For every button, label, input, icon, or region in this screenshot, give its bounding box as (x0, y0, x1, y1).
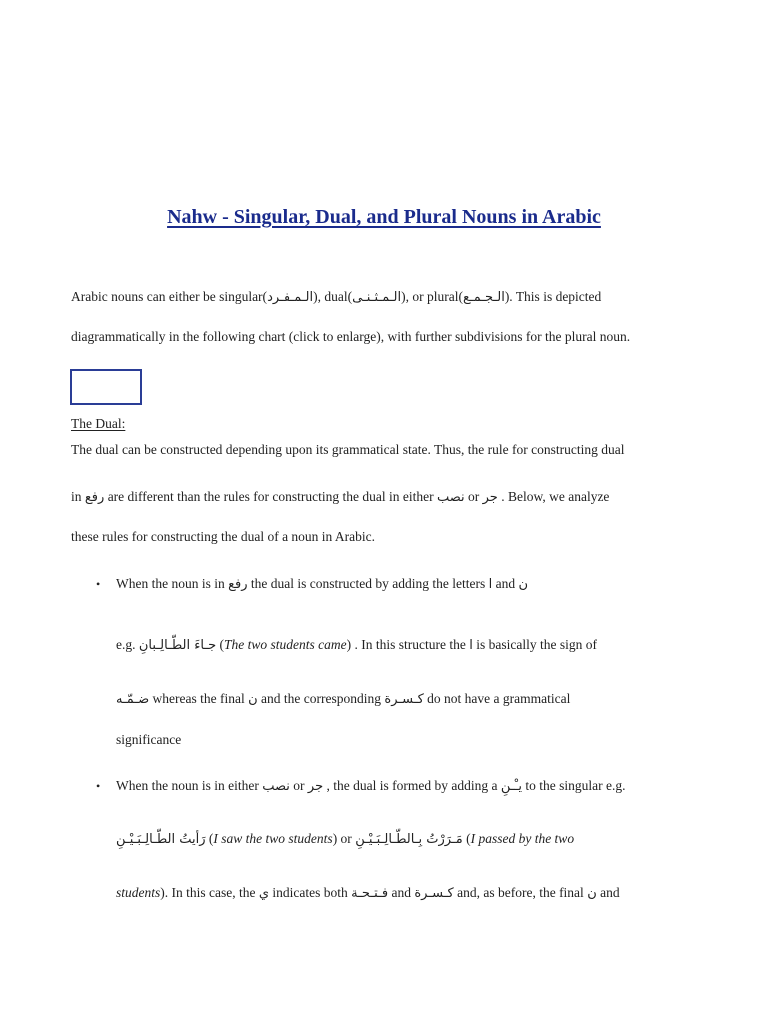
dual-para-line-2 (71, 488, 609, 507)
text: ). In this case, the (160, 885, 259, 900)
text: ( (205, 831, 214, 846)
bullet2-line-2 (116, 830, 574, 849)
text: and (388, 885, 415, 900)
text: or (289, 778, 308, 793)
text: to the singular e.g. (521, 778, 626, 793)
arabic-kasra: كـسـرة (414, 886, 454, 901)
arabic-raf: رفع (228, 577, 248, 592)
arabic-kasra: كـسـرة (384, 692, 424, 707)
intro-line-2: diagrammatically in the following chart (click to enlarge), with further subdivisions for the plural noun. (71, 329, 631, 344)
text: Arabic nouns can either be singular( (71, 289, 268, 304)
arabic-fatha: فـتـحـة (351, 886, 389, 901)
text: and, as before, the final (453, 885, 588, 900)
arabic-example-1: رَأيتُ الطّـالِـبَـيْـنِ (116, 832, 206, 847)
text: When the noun is in (116, 576, 229, 591)
arabic-jarr: جر (307, 779, 324, 794)
arabic-raf: رفع (84, 490, 105, 505)
bullet2-line-3 (116, 884, 620, 903)
text: in (71, 489, 85, 504)
text: and (596, 885, 620, 900)
text: whereas the final (149, 691, 249, 706)
arabic-singular: الـمـفـرد (267, 290, 314, 305)
arabic-nun: ن (518, 577, 529, 592)
dual-para-line-3: these rules for constructing the dual of a noun in Arabic. (71, 529, 376, 544)
example-translation: I saw the two students (213, 831, 333, 846)
example-translation: students (116, 885, 161, 900)
text: the dual is constructed by adding the letters (247, 576, 489, 591)
arabic-nasb: نصب (262, 779, 290, 794)
arabic-nun: ن (248, 692, 258, 707)
bullet1-line-4: significance (116, 732, 182, 747)
arabic-nun: ن (587, 886, 597, 901)
text: are different than the rules for constructing the dual in either (104, 489, 437, 504)
arabic-damma: ضـمّـه (116, 692, 150, 707)
text: , the dual is formed by adding a (323, 778, 501, 793)
arabic-ya: ي (258, 886, 270, 901)
intro-line-1 (71, 288, 601, 307)
arabic-plural: الـجـمـع (462, 290, 505, 305)
bullet1-line-1 (116, 575, 528, 594)
text: ( (462, 831, 471, 846)
dual-heading: The Dual: (71, 416, 126, 431)
text: indicates both (269, 885, 352, 900)
arabic-example-2: مَـرَرْتُ بِـالطّـالِـبَـيْـنِ (355, 832, 463, 847)
text: and (492, 576, 519, 591)
bullet1-line-2 (116, 636, 597, 655)
text: ) or (332, 831, 356, 846)
text: ), or plural( (401, 289, 463, 304)
arabic-nasb: نصب (436, 490, 465, 505)
arabic-yn: يـْـنِ (500, 779, 522, 794)
text: and the corresponding (257, 691, 385, 706)
text: . Below, we analyze (497, 489, 610, 504)
text: or (464, 489, 483, 504)
arabic-alif: ا (469, 638, 473, 653)
chart-thumbnail-link[interactable] (70, 369, 142, 405)
arabic-example: جـاءَ الطّـالِـبانِ (138, 638, 217, 653)
arabic-alif: ا (488, 577, 493, 592)
dual-para-line-1: The dual can be constructed depending upon its grammatical state. Thus, the rule for constructing dual (71, 442, 625, 457)
arabic-jarr: جر (482, 490, 498, 505)
text: is basically the sign of (472, 637, 597, 652)
example-translation: The two students came (224, 637, 347, 652)
page-title[interactable]: Nahw - Singular, Dual, and Plural Nouns in Arabic (167, 206, 601, 228)
arabic-dual: الـمـثـنـى (352, 290, 402, 305)
text: ), dual( (313, 289, 353, 304)
text: do not have a grammatical (423, 691, 571, 706)
text: When the noun is in either (116, 778, 263, 793)
bullet-icon: • (96, 577, 101, 591)
text: e.g. (116, 637, 139, 652)
bullet-icon: • (96, 779, 101, 793)
text: ( (216, 637, 225, 652)
bullet2-line-1 (116, 777, 625, 796)
bullet1-line-3 (116, 690, 570, 709)
text: ). This is depicted (504, 289, 602, 304)
example-translation: I passed by the two (470, 831, 575, 846)
text: ) . In this structure the (346, 637, 470, 652)
